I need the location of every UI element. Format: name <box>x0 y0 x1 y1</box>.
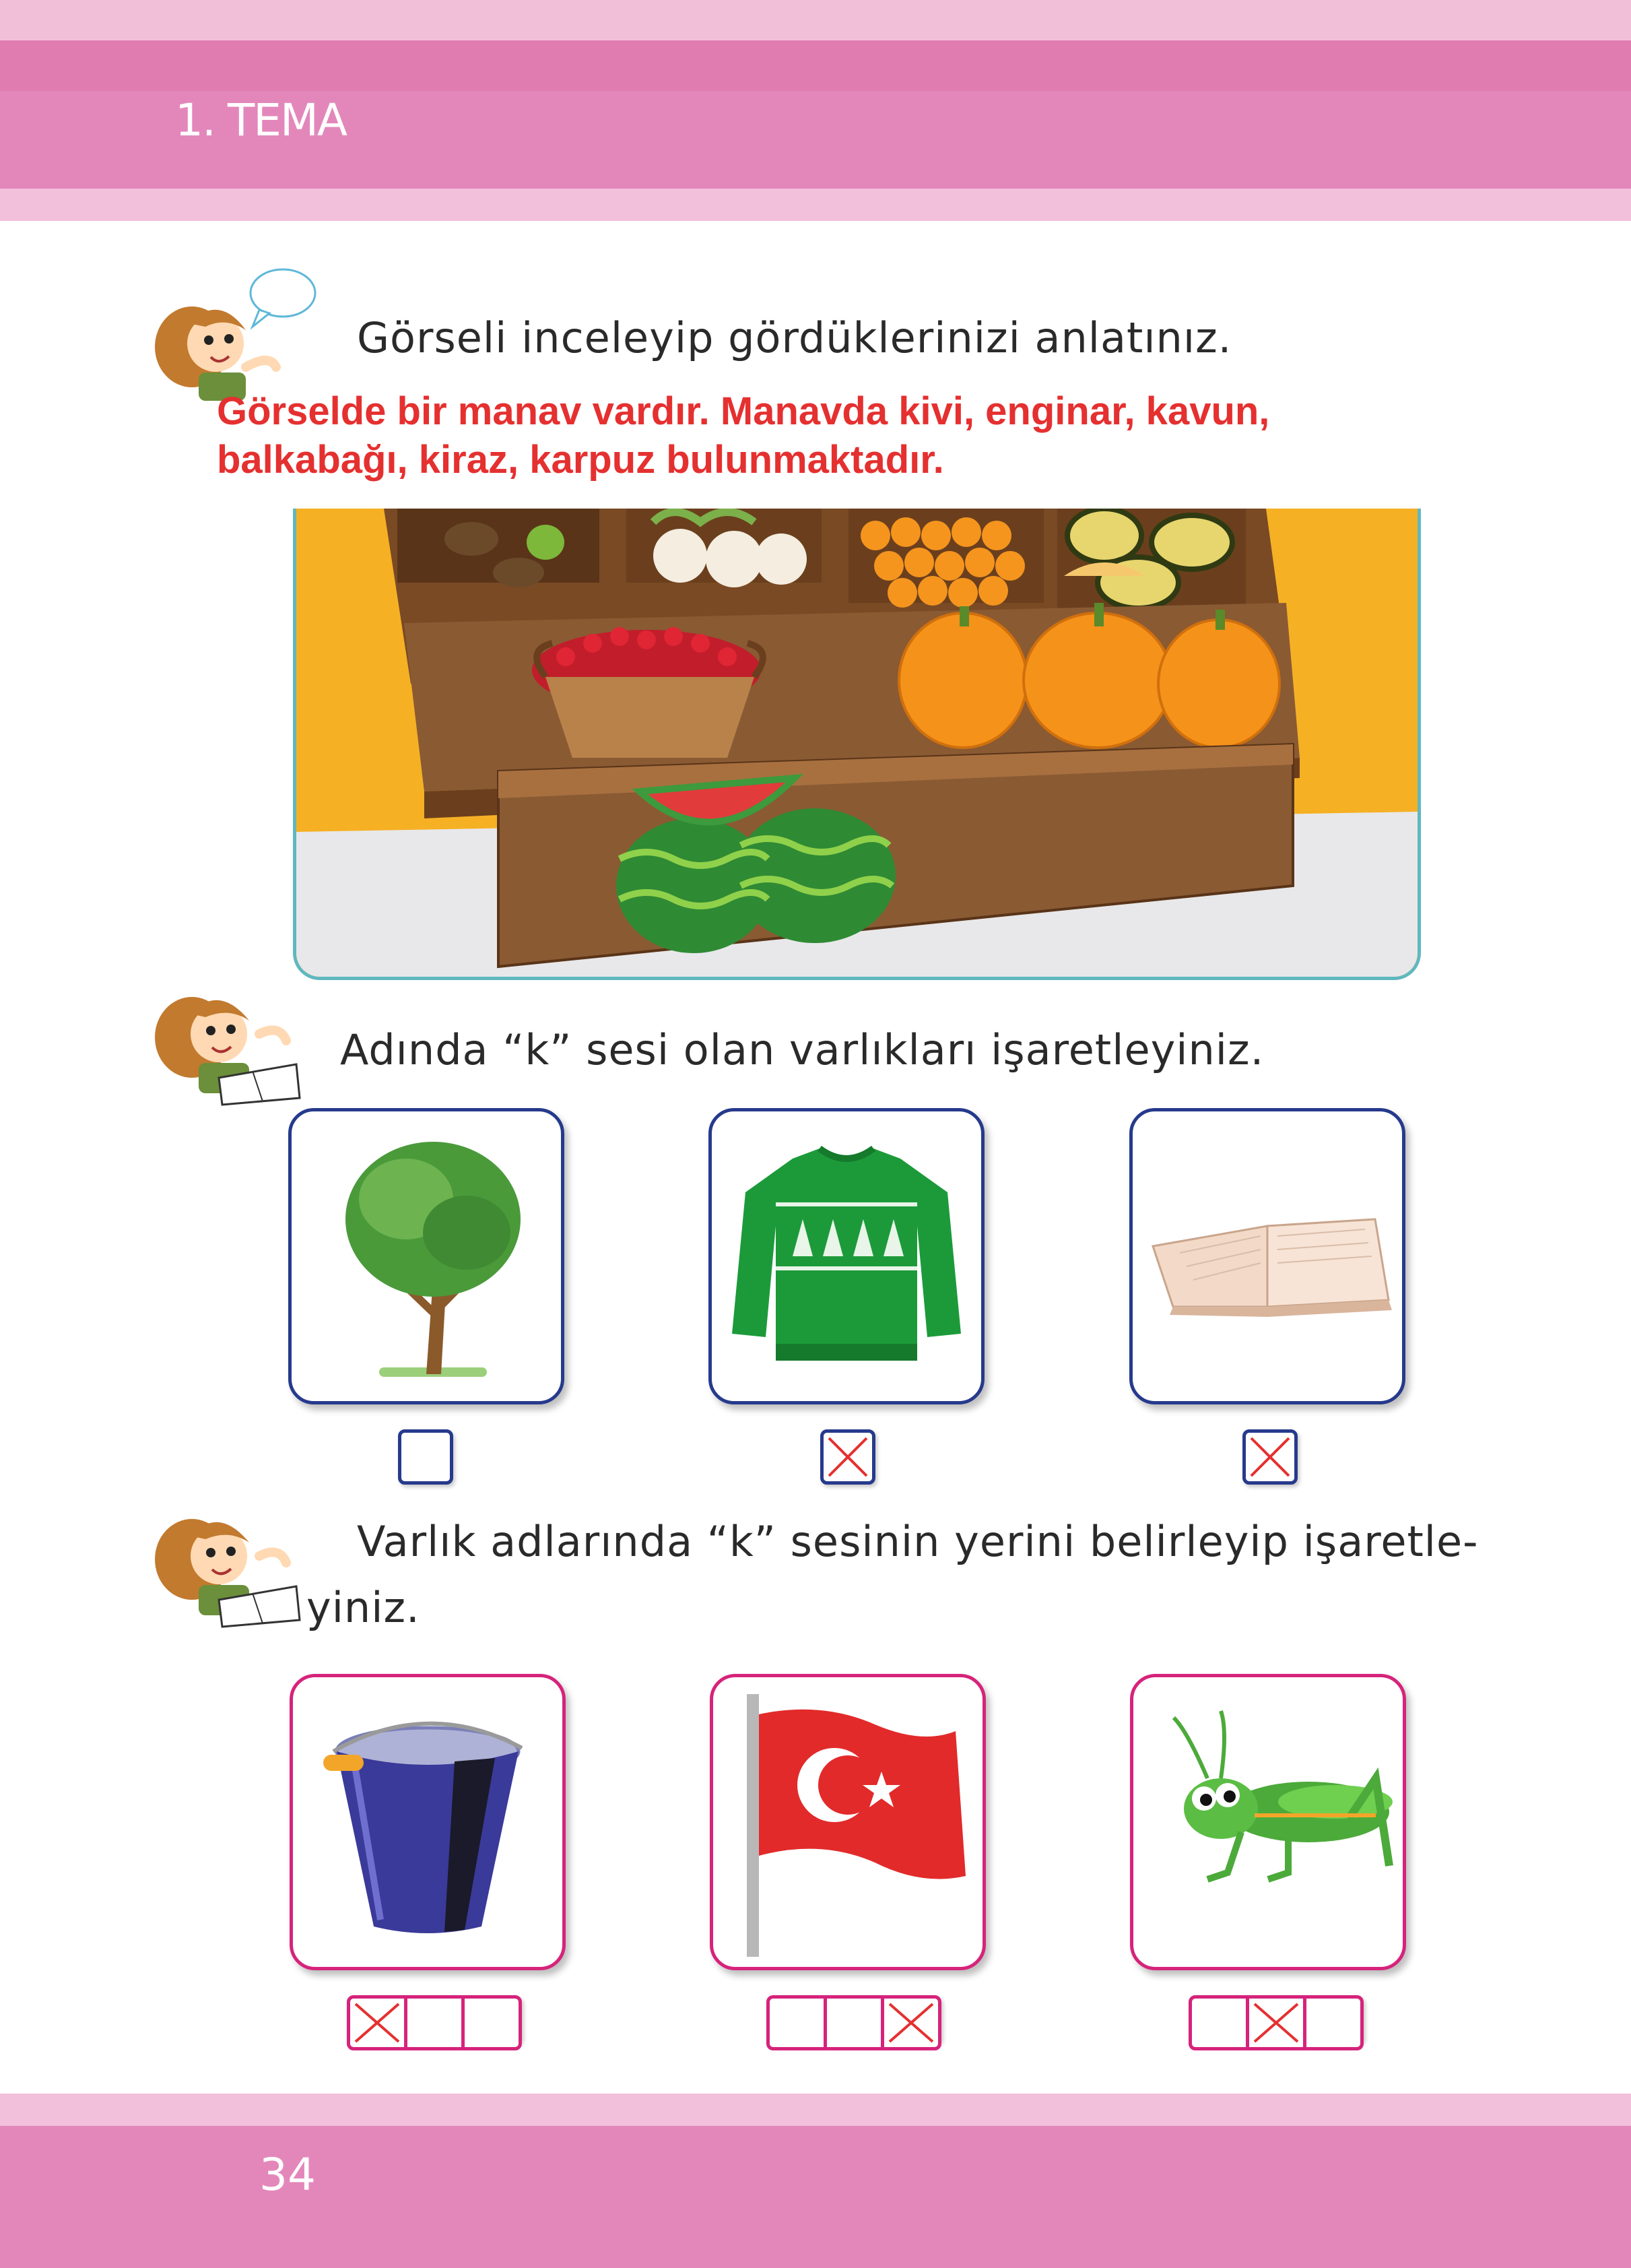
card-sweater <box>708 1108 985 1404</box>
instruction-3-line-2: yiniz. <box>306 1583 420 1632</box>
position-boxes-bucket <box>347 1995 522 2044</box>
card-grasshopper <box>1130 1674 1406 1970</box>
card-bucket <box>290 1674 566 1970</box>
position-cell-1[interactable] <box>1189 1995 1249 2050</box>
turkish-flag-image <box>713 1677 983 1967</box>
grasshopper-image <box>1133 1677 1403 1967</box>
answer-text <box>217 387 1496 484</box>
position-cell-2[interactable] <box>824 1995 884 2050</box>
position-cell-1[interactable] <box>766 1995 827 2050</box>
instruction-1: Görseli inceleyip gördüklerinizi anlatınız. <box>357 313 1232 362</box>
position-cell-2[interactable] <box>1246 1995 1306 2050</box>
checkbox-tree[interactable] <box>398 1429 453 1485</box>
cross-mark-icon <box>350 1999 404 2047</box>
answer-line-1: Görselde bir manav vardır. Manavda kivi, enginar, kavun, <box>217 389 1270 433</box>
bucket-image <box>293 1677 562 1967</box>
card-tree <box>288 1108 564 1404</box>
girl-writing-icon <box>152 1499 306 1633</box>
position-cell-1[interactable] <box>347 1995 407 2050</box>
page-number: 34 <box>259 2149 316 2201</box>
footer-top-band <box>0 2094 1631 2126</box>
tree-image <box>292 1111 561 1401</box>
instruction-2: Adında “k” sesi olan varlıkları işaretleyiniz. <box>340 1025 1265 1074</box>
girl-writing-icon <box>152 977 306 1111</box>
cross-mark-icon <box>884 1999 938 2047</box>
instruction-3-line-1: Varlık adlarında “k” sesinin yerini belirleyip işaretle- <box>357 1517 1479 1566</box>
footer-band <box>0 2126 1631 2268</box>
cross-mark-icon <box>824 1433 872 1481</box>
header-top-band <box>0 0 1631 40</box>
theme-title: 1. TEMA <box>175 94 347 146</box>
position-cell-3[interactable] <box>461 1995 522 2050</box>
card-book <box>1129 1108 1405 1404</box>
sweater-image <box>712 1111 981 1401</box>
checkbox-sweater[interactable] <box>820 1429 875 1485</box>
position-boxes-grasshopper <box>1189 1995 1364 2044</box>
checkbox-book[interactable] <box>1242 1429 1298 1485</box>
cross-mark-icon <box>1246 1433 1294 1481</box>
book-image <box>1133 1111 1402 1401</box>
header-bottom-band <box>0 189 1631 221</box>
position-cell-3[interactable] <box>881 1995 941 2050</box>
girl-speaking-icon <box>152 266 320 401</box>
position-cell-2[interactable] <box>404 1995 465 2050</box>
card-flag <box>710 1674 986 1970</box>
market-stall-illustration <box>296 509 1418 977</box>
answer-line-2: balkabağı, kiraz, karpuz bulunmaktadır. <box>217 438 944 482</box>
position-cell-3[interactable] <box>1303 1995 1364 2050</box>
position-boxes-flag <box>766 1995 941 2044</box>
market-scene-image <box>293 509 1421 980</box>
cross-mark-icon <box>1249 1999 1303 2047</box>
